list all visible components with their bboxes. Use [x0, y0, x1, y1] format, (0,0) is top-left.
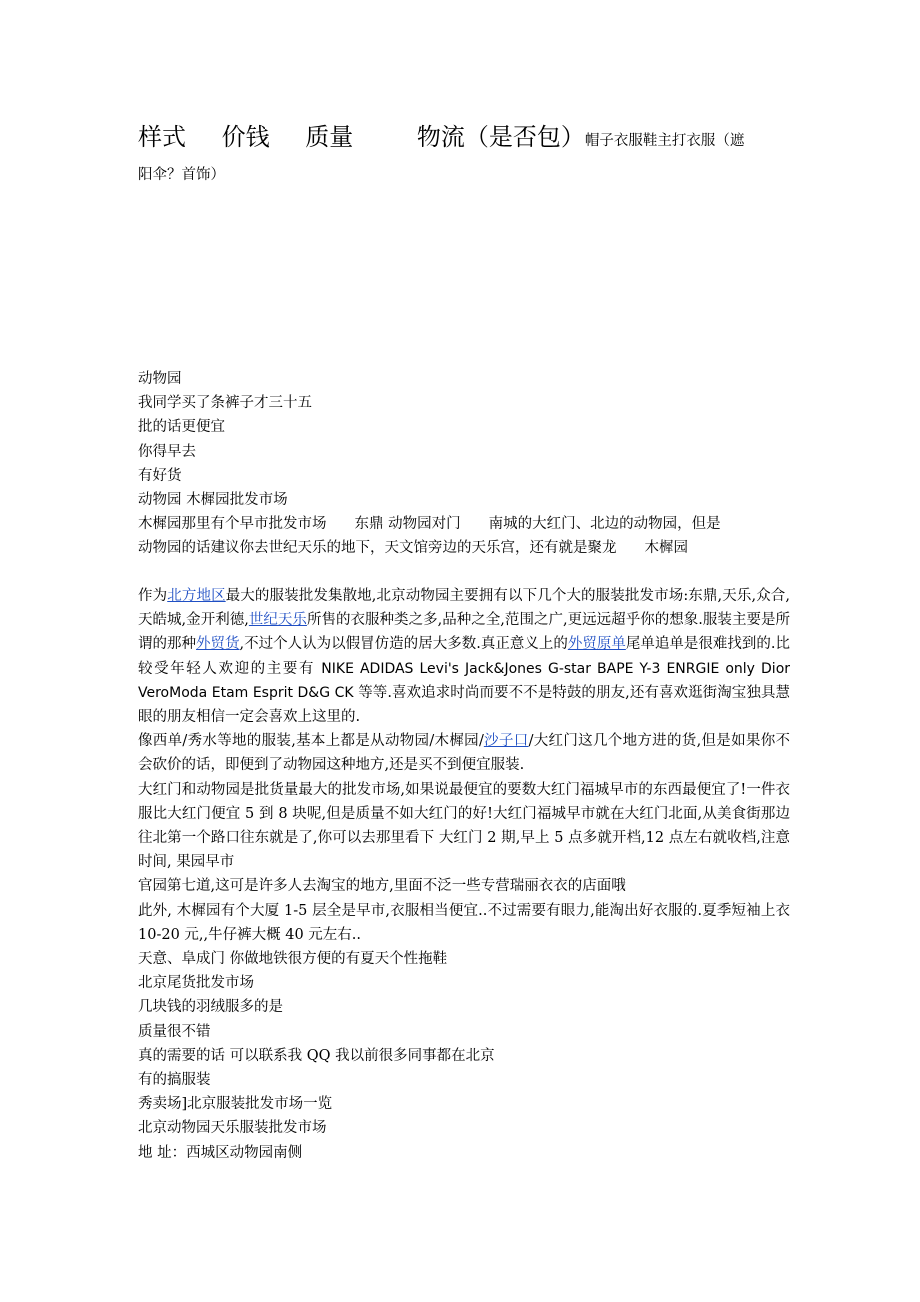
note-line: 有好货: [138, 467, 182, 484]
market-text-e: 木樨园: [644, 540, 688, 557]
note-line: 我同学买了条裤子才三十五: [138, 395, 312, 412]
market-text-d: 动物园的话建议你去世纪天乐的地下，天文馆旁边的天乐宫，还有就是聚龙: [138, 540, 617, 557]
tail-line: 有的搞服装: [138, 1072, 211, 1089]
paragraph-zoo-markets: [138, 584, 790, 729]
heading-quality: 质量: [305, 123, 354, 151]
paragraph-guanyuan: 官园第七道,这可是许多人去淘宝的地方,里面不泛一些专营瑞丽衣衣的店面哦: [138, 878, 626, 895]
article-body: [138, 584, 790, 1165]
paragraph-xidan: [138, 729, 790, 777]
text: 像西单/秀水等地的服装,基本上都是从动物园/木樨园/: [138, 733, 484, 750]
market-line: [138, 536, 793, 560]
note-line: 动物园: [138, 371, 182, 387]
heading-style: 样式: [138, 123, 186, 151]
link-foreign-trade-goods[interactable]: 外贸货: [196, 636, 240, 653]
heading-note-continued: 阳伞？首饰）: [138, 167, 225, 183]
text: 所售的衣服种类之多,品种之全,范围之广,更远远超乎你的想象.服装主要是所谓的那种: [138, 612, 791, 653]
tail-line: 几块钱的羽绒服多的是: [138, 999, 283, 1016]
heading-line: [138, 118, 793, 160]
tail-line: 天意、阜成门 你做地铁很方便的有夏天个性拖鞋: [138, 951, 448, 968]
link-shiji-tianle[interactable]: 世纪天乐: [248, 612, 307, 629]
link-shazikou[interactable]: 沙子口: [483, 733, 529, 750]
notes-list: [138, 367, 793, 561]
market-text-a: 木樨园那里有个早市批发市场: [138, 516, 327, 533]
text: 作为: [138, 588, 168, 604]
text: /大红门这几个地方进的货,但是如果你不会砍价的话，即便到了动物园这种地方,还是买不到便宜服装.: [138, 733, 791, 774]
heading-note: 帽子衣服鞋主打衣服（遮: [584, 133, 745, 149]
note-line: 动物园 木樨园批发市场: [138, 492, 288, 509]
market-text-b: 东鼎 动物园对门: [354, 516, 461, 533]
text: 等等.喜欢追求时尚而要不不是特鼓的朋友,还有喜欢逛街淘宝独具慧眼的朋友相信一定会喜欢上这里的.: [138, 684, 791, 726]
heading-logistics: 物流（是否包）: [416, 123, 585, 151]
tail-line: 地 址：西城区动物园南侧: [138, 1144, 303, 1161]
tail-line: 质量很不错: [138, 1023, 211, 1040]
link-original-orders[interactable]: 外贸原单: [567, 636, 626, 653]
paragraph-dahongmen: 大红门和动物园是批货量最大的批发市场,如果说最便宜的要数大红门福城早市的东西最便宜了!一件衣服比大红门便宜 5 到 8 块呢,但是质量不如大红门的好!大红门福城早市就在大红门北面,从美食街那边往北第一个路口往东就是了,你可以去那里看下 大红门 2 期,早上 5 点多就开档,12 点左右就收档,注意时间, 果园早市: [138, 781, 790, 871]
tail-line: 北京尾货批发市场: [138, 975, 254, 992]
text: 最大的服装批发集散地,北京动物园主要拥有以下几个大的服装批发市场:东鼎,天乐,众合,天皓城,金开利德,: [138, 588, 791, 629]
paragraph-muxiyuan: 此外, 木樨园有个大厦 1-5 层全是早市,衣服相当便宜..不过需要有眼力,能淘出好衣服的.夏季短袖上衣 10-20 元,,牛仔裤大概 40 元左右..: [138, 902, 790, 943]
tail-line: 真的需要的话 可以联系我 QQ 我以前很多同事都在北京: [138, 1047, 495, 1064]
note-line: 批的话更便宜: [138, 419, 225, 436]
text: ,不过个人认为以假冒仿造的居大多数.真正意义上的: [239, 636, 568, 653]
text: 尾单追单是很难找到的.比较受年轻人欢迎的主要有: [138, 636, 791, 677]
market-text-c: 南城的大红门、北边的动物园，但是: [488, 516, 721, 533]
note-line: 你得早去: [138, 443, 196, 460]
tail-line: 北京动物园天乐服装批发市场: [138, 1120, 327, 1137]
link-north-region[interactable]: 北方地区: [167, 588, 226, 604]
tail-line: 秀卖场]北京服装批发市场一览: [138, 1096, 333, 1113]
heading-price: 价钱: [221, 123, 270, 151]
market-line: [138, 512, 793, 536]
brand-list: NIKE ADIDAS Levi's Jack&Jones G-star BAPE Y-3 ENRGIE only Dior VeroModa Etam Esprit D&G CK: [138, 660, 791, 701]
